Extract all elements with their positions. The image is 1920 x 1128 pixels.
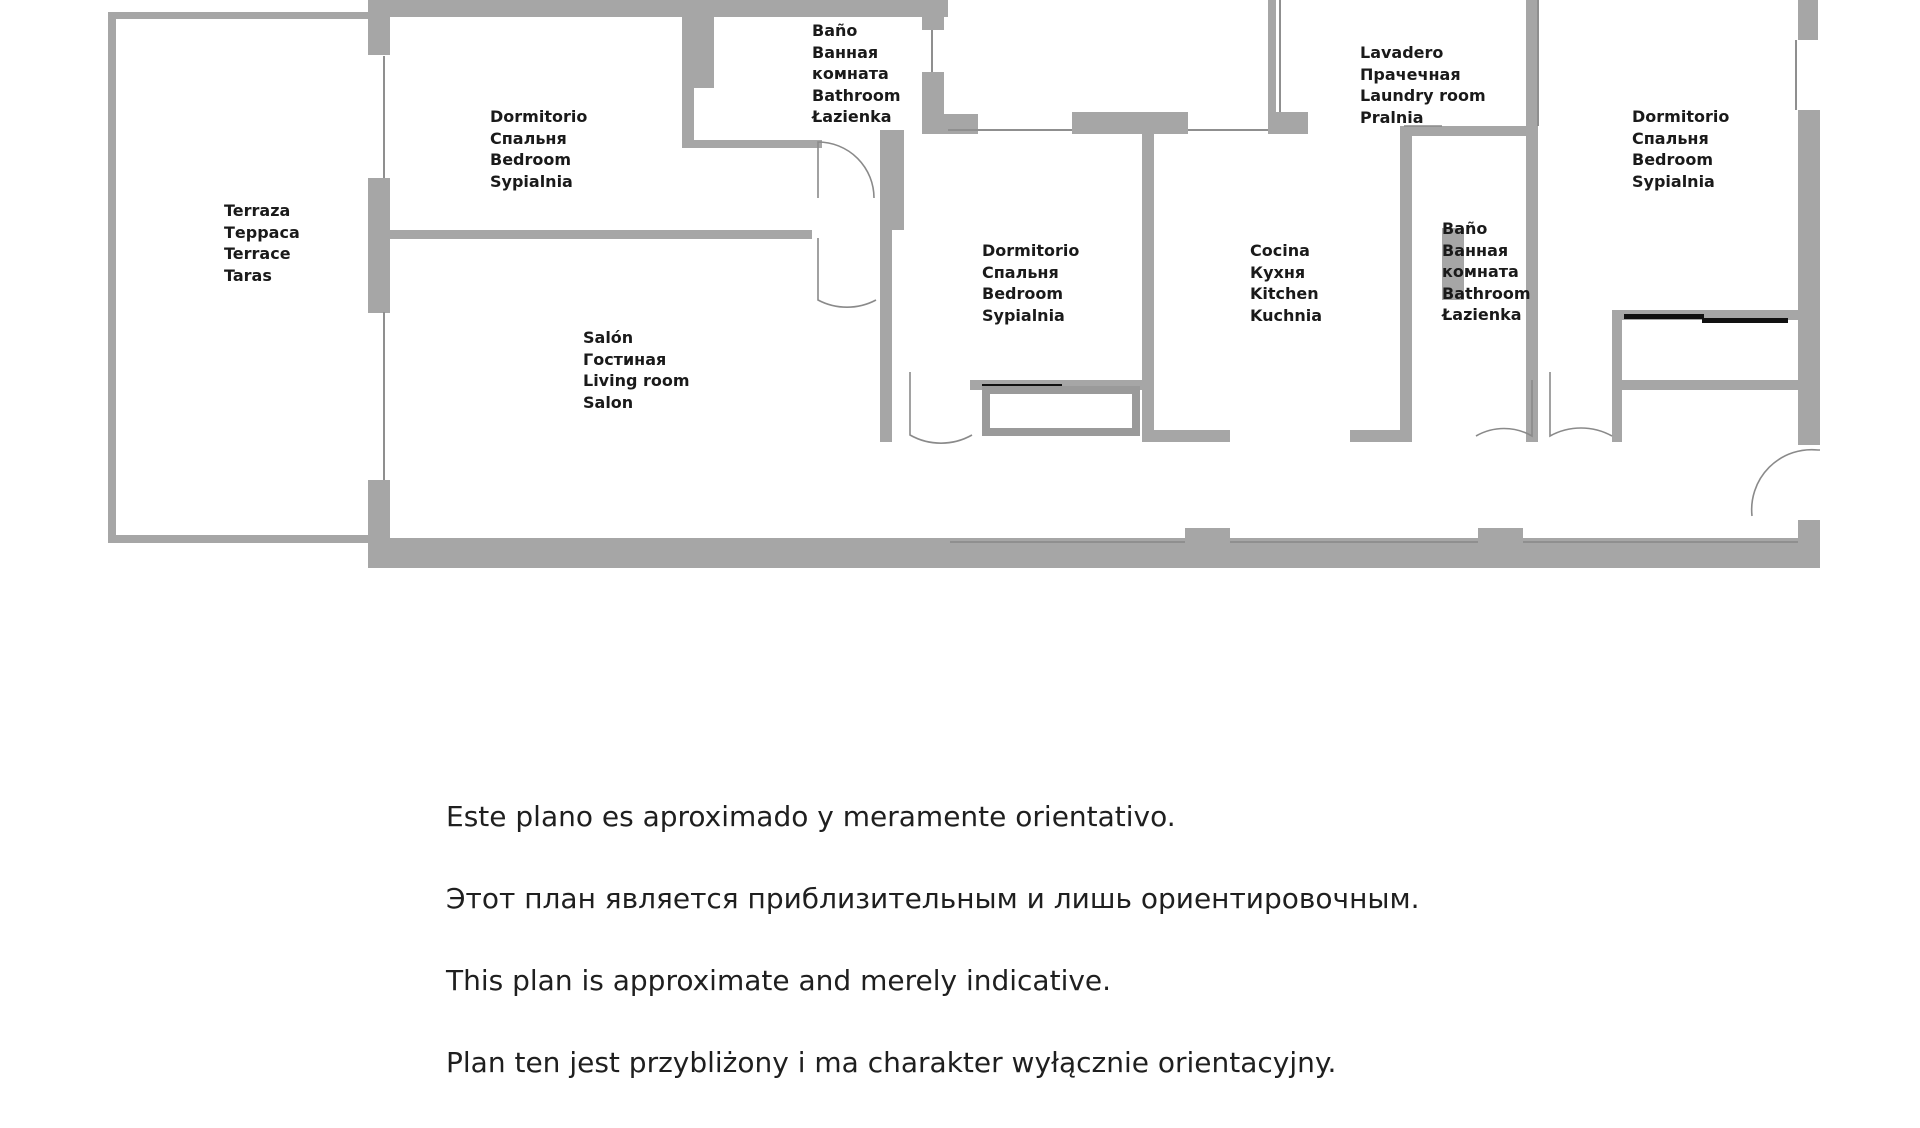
- room-label-line: Bedroom: [982, 284, 1064, 303]
- room-label-line: Terrace: [224, 244, 291, 263]
- door-living: [818, 238, 876, 307]
- room-label-line: комната: [812, 64, 889, 83]
- door-entrance: [1752, 450, 1820, 516]
- room-label-line: Salon: [583, 392, 634, 412]
- room-label-line: Kitchen: [1250, 284, 1319, 303]
- room-label-line: Łazienka: [812, 107, 892, 126]
- wall-east: [1798, 110, 1820, 445]
- room-label-line: Łazienka: [1442, 305, 1522, 324]
- room-label-line: Ванная: [812, 42, 879, 62]
- room-label-line: Cocina: [1250, 241, 1310, 260]
- room-label-line: Laundry room: [1360, 86, 1486, 105]
- room-label-kitchen: [1250, 240, 1322, 326]
- bath1-wall-west-low: [682, 88, 694, 148]
- disclaimer: [446, 800, 1846, 1128]
- wall-west-mid: [368, 178, 390, 313]
- laundry-wall-pillar: [1268, 112, 1308, 134]
- room-label-line: Salón: [583, 328, 634, 347]
- disclaimer-spanish: Este plano es aproximado y meramente orientativo.: [446, 800, 1176, 833]
- bedroom1-living-divider: [390, 230, 812, 239]
- kitchen-wall-bottom-west: [1142, 430, 1230, 442]
- room-label-line: Гостиная: [583, 349, 667, 369]
- room-label-line: Прачечная: [1360, 64, 1461, 84]
- room-label-laundry: [1360, 42, 1486, 128]
- room-label-line: Ванная: [1442, 240, 1509, 260]
- door-bedroom1: [818, 142, 874, 198]
- room-label-line: Спальня: [982, 262, 1059, 282]
- bedroom3-closet-mid: [1612, 380, 1798, 390]
- room-label-line: Terraza: [224, 201, 291, 220]
- room-label-line: Baño: [812, 21, 858, 40]
- wall-east-top: [1798, 0, 1818, 40]
- room-label-line: Living room: [583, 371, 690, 390]
- room-label-line: Taras: [224, 265, 272, 285]
- thin-lines: [384, 0, 1798, 542]
- room-label-line: Sypialnia: [490, 171, 573, 191]
- bedroom2-wall-west-inner: [890, 130, 904, 230]
- disclaimer-english: This plan is approximate and merely indicative.: [446, 964, 1112, 997]
- room-label-line: Кухня: [1250, 262, 1306, 282]
- south-pillar-1: [1185, 528, 1230, 540]
- room-label-line: Bedroom: [490, 150, 572, 169]
- terrace-wall-left: [108, 12, 116, 542]
- wall-north-west: [368, 0, 948, 17]
- room-label-line: Dormitorio: [1632, 107, 1730, 126]
- terrace-wall-bottom: [108, 535, 370, 543]
- wardrobe-door-3: [1624, 314, 1704, 319]
- room-label-line: Lavadero: [1360, 43, 1444, 62]
- room-label-line: Baño: [1442, 219, 1488, 238]
- wardrobe-bedroom2: [986, 390, 1136, 432]
- room-label-line: Dormitorio: [490, 107, 588, 126]
- room-label-line: Pralnia: [1360, 107, 1424, 127]
- wall-east-bottom: [1798, 520, 1820, 568]
- room-label-line: Bathroom: [812, 85, 901, 105]
- disclaimer-russian: Этот план является приблизительным и лишь ориентировочным.: [446, 882, 1420, 915]
- room-label-line: Терраса: [224, 222, 300, 242]
- room-label-bedroom-3: [1632, 106, 1729, 192]
- bath1-wall-east-top: [922, 0, 944, 30]
- room-label-bedroom-2: [982, 240, 1079, 326]
- room-label-line: Bedroom: [1632, 150, 1714, 169]
- disclaimer-polish: Plan ten jest przybliżony i ma charakter wyłącznie orientacyjny.: [446, 1046, 1337, 1079]
- room-label-bathroom-1: [812, 20, 901, 128]
- bedroom2-kitchen-divider: [1142, 130, 1154, 440]
- walls: [108, 0, 1820, 568]
- south-pillar-2: [1478, 528, 1523, 540]
- room-label-line: Bathroom: [1442, 283, 1531, 303]
- room-label-terrace: [224, 200, 300, 286]
- door-bedroom2: [910, 372, 972, 443]
- bath1-wall-west: [682, 0, 714, 88]
- room-label-bedroom-1: [490, 106, 587, 192]
- room-label-line: Dormitorio: [982, 241, 1080, 260]
- room-label-line: Sypialnia: [1632, 171, 1715, 191]
- room-label-line: Sypialnia: [982, 305, 1065, 325]
- room-label-living-room: [583, 327, 690, 413]
- laundry-wall-west: [1268, 0, 1276, 112]
- door-bathroom2: [1476, 380, 1532, 436]
- bedroom2-wall-top-mid: [1072, 112, 1188, 134]
- door-bedroom3: [1550, 372, 1612, 436]
- room-label-line: Kuchnia: [1250, 305, 1323, 325]
- wardrobes: [982, 314, 1788, 432]
- room-label-line: Спальня: [490, 128, 567, 148]
- bathroom2-wall-west: [1400, 126, 1412, 442]
- room-label-line: Спальня: [1632, 128, 1709, 148]
- kitchen-wall-bottom-east: [1350, 430, 1412, 442]
- bath1-wall-bottom: [682, 140, 822, 148]
- wardrobe-door-4: [1702, 318, 1788, 323]
- bedroom3-closet-west: [1612, 310, 1622, 442]
- room-label-line: комната: [1442, 262, 1519, 281]
- room-label-bathroom-2: [1442, 218, 1531, 326]
- terrace-wall-top: [108, 12, 370, 19]
